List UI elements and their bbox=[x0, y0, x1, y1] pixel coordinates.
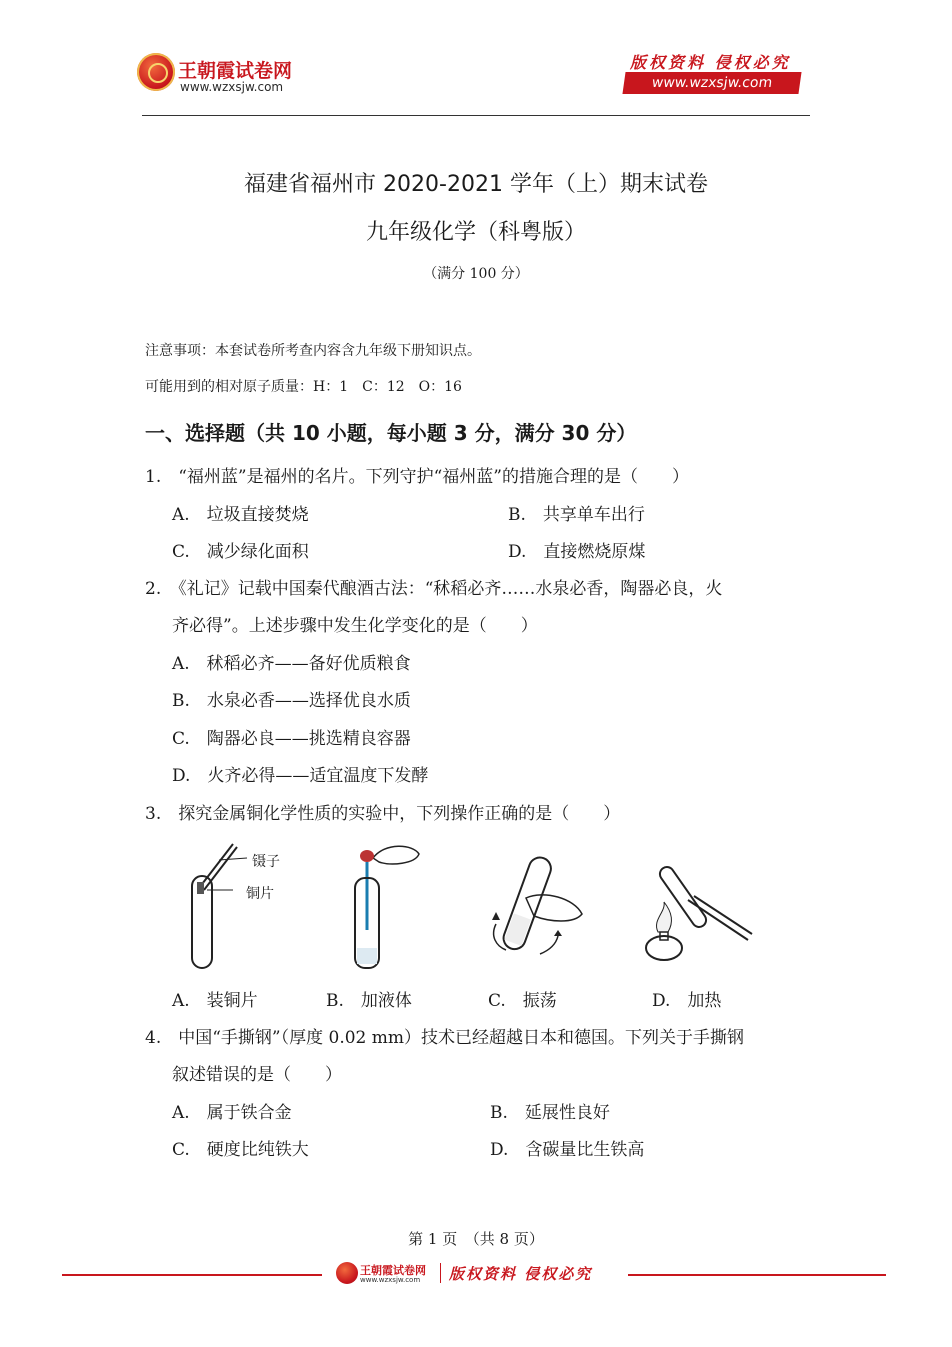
q3-option-d: D. 加热 bbox=[652, 991, 722, 1011]
q2-stem-line1: 2. 《礼记》记载中国秦代酿酒古法：“秫稻必齐……水泉必香，陶器必良，火 bbox=[145, 579, 723, 599]
header-slogan: 版权资料 侵权必究 bbox=[630, 53, 791, 72]
label-copper-sheet: 铜片 bbox=[246, 886, 274, 902]
q2-option-d: D. 火齐必得——适宜温度下发酵 bbox=[172, 766, 429, 786]
logo-url: www.wzxsjw.com bbox=[180, 80, 284, 94]
q4-stem-line1: 4. 中国“手撕钢”（厚度 0.02 mm）技术已经超越日本和德国。下列关于手撕钢 bbox=[145, 1028, 744, 1048]
q4-option-a: A. 属于铁合金 bbox=[172, 1103, 292, 1123]
footer-logo-badge-icon bbox=[336, 1262, 358, 1284]
q3-option-a: A. 装铜片 bbox=[172, 991, 258, 1011]
footer-logo-name: 王朝霞试卷网 bbox=[360, 1264, 426, 1277]
header-site-url: www.wzxsjw.com bbox=[622, 72, 801, 94]
q1-option-a: A. 垃圾直接焚烧 bbox=[172, 505, 309, 525]
q3-stem: 3. 探究金属铜化学性质的实验中，下列操作正确的是（ ） bbox=[145, 804, 621, 824]
section-heading: 一、选择题（共 10 小题，每小题 3 分，满分 30 分） bbox=[145, 421, 637, 445]
q2-option-c: C. 陶器必良——挑选精良容器 bbox=[172, 729, 411, 749]
q4-option-c: C. 硬度比纯铁大 bbox=[172, 1140, 309, 1160]
footer-divider-right bbox=[628, 1274, 886, 1276]
header-divider bbox=[142, 115, 810, 116]
q4-stem-line2: 叙述错误的是（ ） bbox=[172, 1065, 342, 1085]
q4-option-d: D. 含碳量比生铁高 bbox=[490, 1140, 645, 1160]
q1-option-d: D. 直接燃烧原煤 bbox=[508, 542, 646, 562]
exam-subtitle: 九年级化学（科粤版） bbox=[365, 220, 586, 245]
footer-divider-left bbox=[62, 1274, 322, 1276]
logo-name: 王朝霞试卷网 bbox=[178, 60, 293, 82]
q2-stem-line2: 齐必得”。上述步骤中发生化学变化的是（ ） bbox=[172, 616, 538, 636]
q4-option-b: B. 延展性良好 bbox=[490, 1103, 610, 1123]
footer-logo-url: www.wzxsjw.com bbox=[360, 1276, 421, 1284]
q3-option-c: C. 振荡 bbox=[488, 991, 557, 1011]
figure-b-dropper-tube bbox=[345, 840, 425, 972]
logo-badge-icon bbox=[137, 53, 175, 91]
page-number: 第 1 页 （共 8 页） bbox=[408, 1230, 544, 1248]
q1-option-b: B. 共享单车出行 bbox=[508, 505, 645, 525]
q2-option-a: A. 秫稻必齐——备好优质粮食 bbox=[172, 654, 411, 674]
footer-slogan: 版权资料 侵权必究 bbox=[449, 1265, 593, 1283]
q3-option-b: B. 加液体 bbox=[326, 991, 412, 1011]
atomic-mass-text: 可能用到的相对原子质量：H：1 C：12 O：16 bbox=[145, 379, 462, 395]
full-score: （满分 100 分） bbox=[423, 266, 529, 282]
q2-option-b: B. 水泉必香——选择优良水质 bbox=[172, 691, 411, 711]
q1-option-c: C. 减少绿化面积 bbox=[172, 542, 309, 562]
label-tweezers: 镊子 bbox=[252, 854, 280, 870]
notice-text: 注意事项：本套试卷所考查内容含九年级下册知识点。 bbox=[145, 343, 481, 359]
q1-stem: 1. “福州蓝”是福州的名片。下列守护“福州蓝”的措施合理的是（ ） bbox=[145, 467, 689, 487]
figure-d-heating-tube bbox=[640, 856, 758, 968]
figure-c-shaking-tube bbox=[478, 850, 593, 968]
footer-separator bbox=[440, 1263, 441, 1283]
exam-title: 福建省福州市 2020-2021 学年（上）期末试卷 bbox=[244, 172, 708, 197]
